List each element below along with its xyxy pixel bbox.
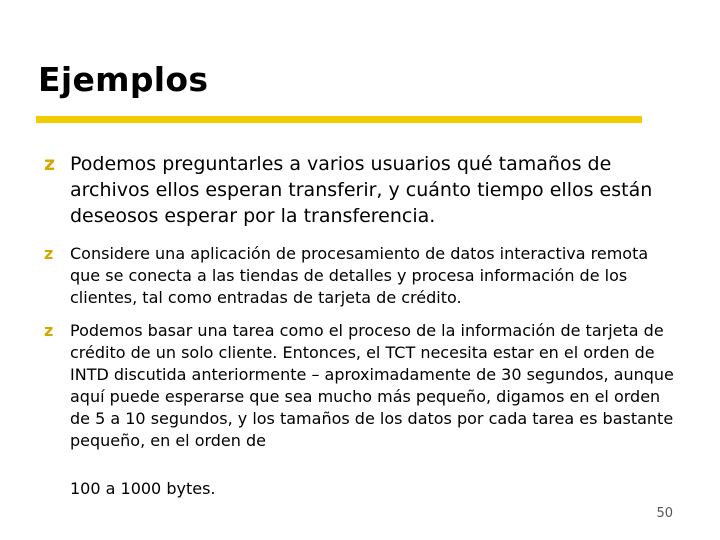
bullet-continuation: 100 a 1000 bytes.: [70, 479, 216, 498]
bullet-item: [44, 243, 674, 309]
z-bullet-icon: z: [44, 153, 56, 175]
z-bullet-icon: z: [44, 244, 54, 263]
page-number: 50: [656, 506, 673, 521]
bullet-text: Podemos preguntarles a varios usuarios qué tamaños de archivos ellos esperan transferir, y cuánto tiempo ellos están deseosos esperar por la transferencia.: [70, 153, 653, 227]
z-bullet-icon: z: [44, 321, 54, 340]
slide-title: Ejemplos: [38, 60, 209, 99]
bullet-item: [44, 151, 674, 229]
bullet-text: Considere una aplicación de procesamiento de datos interactiva remota que se conecta a las tiendas de detalles y procesa información de los clientes, tal como entradas de tarjeta de crédito.: [70, 244, 649, 307]
title-underline: [36, 116, 642, 123]
bullet-item: [44, 320, 674, 452]
bullet-text: Podemos basar una tarea como el proceso de la información de tarjeta de crédito de un solo cliente. Entonces, el TCT necesita estar en el orden de INTD discutida anteriormente – aproximadamente de 30 segundos, aunque aquí puede esperarse que sea mucho más pequeño, digamos en el orden de 5 a 10 segundos, y los tamaños de los datos por cada tarea es bastante pequeño, en el orden de: [70, 321, 674, 450]
